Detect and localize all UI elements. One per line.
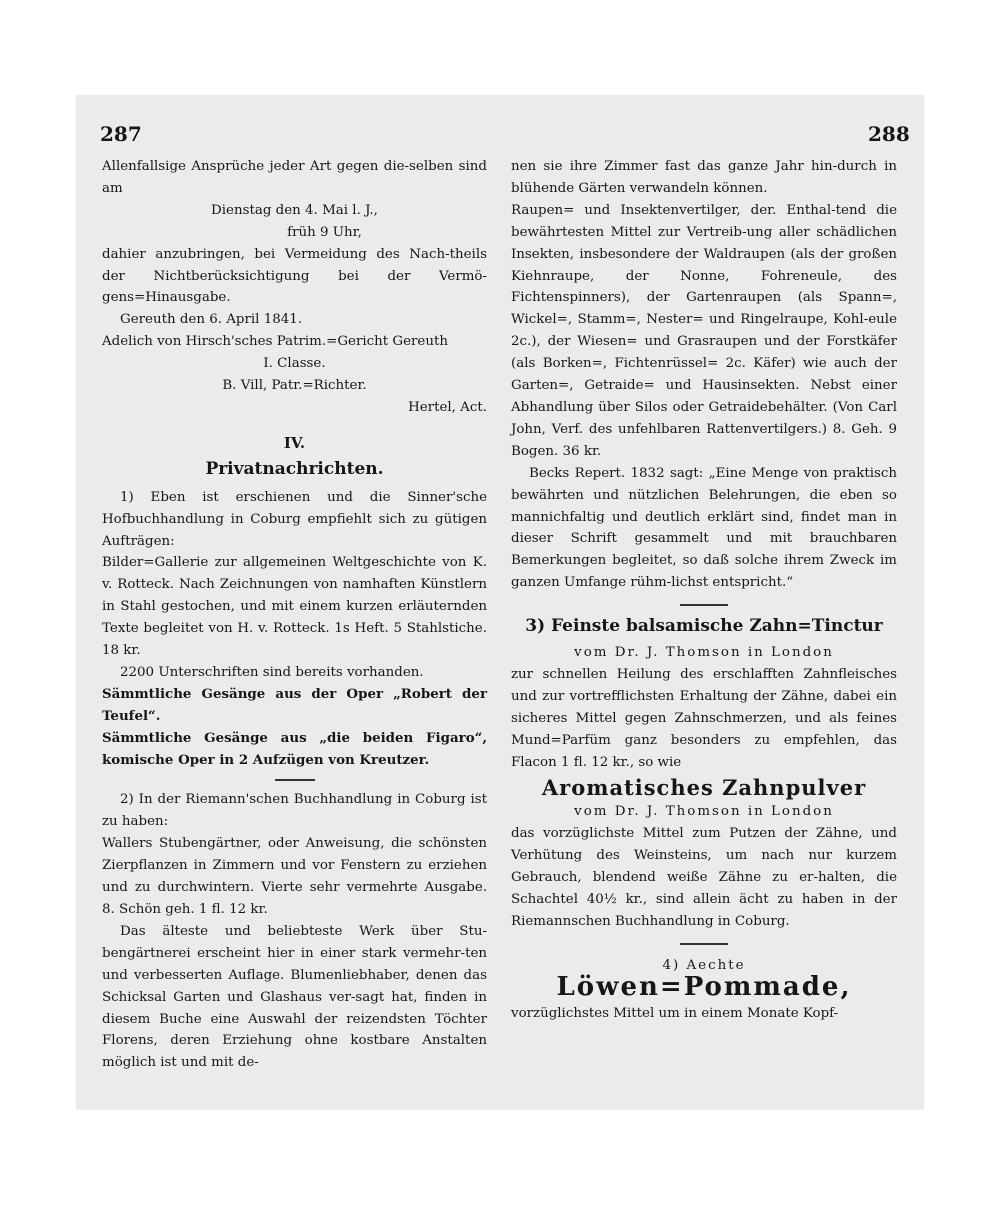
page-number-left: 287 xyxy=(100,122,142,146)
hearing-date: Dienstag den 4. Mai l. J., xyxy=(211,202,378,218)
item1-songs-robert: Sämmtliche Gesänge aus der Oper „Robert der Teufel“. xyxy=(102,685,487,724)
court-class: I. Classe. xyxy=(263,356,326,372)
separator-rule xyxy=(680,943,728,945)
separator-rule xyxy=(680,604,728,606)
hearing-time: früh 9 Uhr, xyxy=(287,224,362,240)
item1-songs-figaro: Sämmtliche Gesänge aus „die beiden Figaro“, komische Oper in 2 Aufzügen von Kreutzer. xyxy=(102,729,487,768)
item3-title: 3) Feinste balsamische Zahn=Tinctur xyxy=(525,616,883,637)
section-number: IV. xyxy=(283,433,306,452)
item3-author: vom Dr. J. Thomson in London xyxy=(574,645,834,661)
item1-subscriptions: 2200 Unterschriften sind bereits vorhanden. xyxy=(120,664,424,680)
separator-rule xyxy=(275,779,315,781)
actuary-signature: Hertel, Act. xyxy=(408,399,487,415)
continued-text: nen sie ihre Zimmer fast das ganze Jahr hin-durch in blühende Gärten verwandeln können. xyxy=(511,159,897,196)
left-column xyxy=(102,156,487,1074)
powder-title: Aromatisches Zahnpulver xyxy=(541,775,867,801)
right-column xyxy=(511,156,897,1025)
item4-title: Löwen=Pommade, xyxy=(556,971,852,1002)
item4-label: 4) Aechte xyxy=(662,957,746,973)
court-name: Adelich von Hirsch'sches Patrim.=Gericht Gereuth xyxy=(102,334,448,350)
item4-description: vorzüglichstes Mittel um in einem Monate Kopf- xyxy=(511,1005,839,1021)
page-number-right: 288 xyxy=(868,122,910,146)
powder-author: vom Dr. J. Thomson in London xyxy=(574,804,834,820)
item1-intro: 1) Eben ist erschienen und die Sinner'sche Hofbuchhandlung in Coburg empfiehlt sich zu gütigen Aufträgen: xyxy=(102,489,487,549)
item2-book: Wallers Stubengärtner, oder Anweisung, die schönsten Zierpflanzen in Zimmern und vor Fenstern zu erziehen und zu durchwintern. Vierte sehr vermehrte Ausgabe. 8. Schön geh. 1 fl. 12 kr. xyxy=(102,836,487,917)
item3-description: zur schnellen Heilung des erschlafften Zahnfleisches und zur vortrefflichsten Erhaltung der Zähne, dabei ein sicheres Mittel gegen Zahnschmerzen, und als feines Mund=Parfüm ganz besonders zu empfehlen, das Flacon 1 fl. 12 kr., so wie xyxy=(511,666,897,770)
claims-paragraph-2: dahier anzubringen, bei Vermeidung des Nach-theils der Nichtberücksichtigung bei der Vermö-gens=Hinausgabe. xyxy=(102,246,487,306)
item1-book: Bilder=Gallerie zur allgemeinen Weltgeschichte von K. v. Rotteck. Nach Zeichnungen von namhaften Künstlern in Stahl gestochen, und mit einem kurzen erläuternden Texte begleitet von H. v. Rotteck. 1s Heft. 5 Stahlstiche. 18 kr. xyxy=(102,555,487,659)
powder-description: das vorzüglichste Mittel zum Putzen der Zähne, und Verhütung des Weinsteins, um nach nur kurzem Gebrauch, blendend weiße Zähne zu er-halten, die Schachtel 40½ kr., sind allein ächt zu haben in der Riemannschen Buchhandlung in Coburg. xyxy=(511,826,897,929)
claims-paragraph: Allenfallsige Ansprüche jeder Art gegen die-selben sind am xyxy=(102,159,487,196)
raupen-book: Raupen= und Insektenvertilger, der. Enthal-tend die bewährtesten Mittel zur Vertreib-ung aller schädlichen Insekten, insbesondere der Waldraupen (als der großen Kiehnraupe, der Nonne, Fohreneule, des Fichtenspinners), der Gartenraupen (als Spann=, Wickel=, Stamm=, Nester= und Ringelraupe, Kohl-eule 2c.), der Wiesen= und Grasraupen und der Forstkäfer (als Borken=, Fichtenrüssel= 2c. Käfer) wie auch der Garten=, Getraide= und Hausinsekten. Nebst einer Abhandlung über Silos oder Getraidebehälter. (Von Carl John, Verf. des unfehlbaren Rattenvertilgers.) 8. Geh. 9 Bogen. 36 kr. xyxy=(511,202,897,459)
item2-description: Das älteste und beliebteste Werk über Stu-bengärtnerei erscheint hier in einer stark vermehr-ten und verbesserten Auflage. Blumenliebhaber, denen das Schicksal Garten und Glashaus ver-sagt hat, finden in diesem Buche eine Auswahl der reizendsten Töchter Florens, deren Erziehung ohne kostbare Anstalten möglich ist und mit de- xyxy=(102,923,487,1071)
place-date: Gereuth den 6. April 1841. xyxy=(120,312,303,328)
judge-signature: B. Vill, Patr.=Richter. xyxy=(222,378,367,394)
section-title: Privatnachrichten. xyxy=(205,458,384,479)
item2-intro: 2) In der Riemann'schen Buchhandlung in Coburg ist zu haben: xyxy=(102,792,487,830)
becks-review: Becks Repert. 1832 sagt: „Eine Menge von praktisch bewährten und nützlichen Belehrungen, die eben so mannichfaltig und deutlich erklärt sind, findet man in dieser Schrift gesammelt und mit brauchbaren Bemerkungen begleitet, so daß solche ihrem Zweck im ganzen Umfange rühm-lichst entspricht.“ xyxy=(511,465,897,591)
